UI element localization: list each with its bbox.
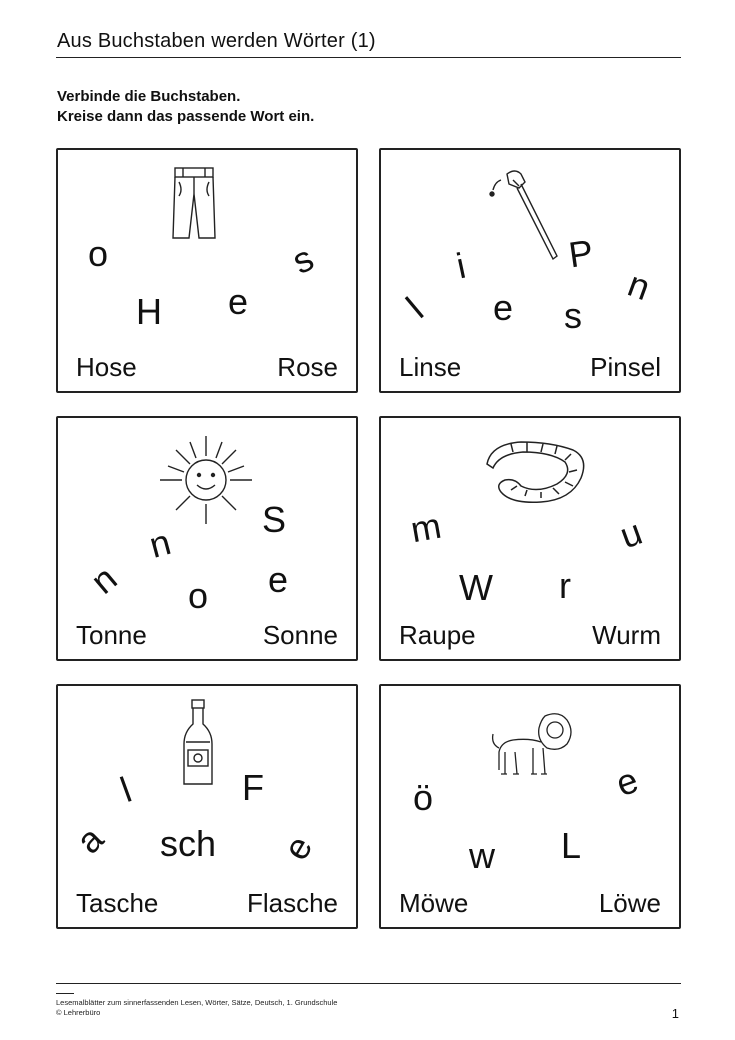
letter-tile: W xyxy=(459,567,493,608)
letter-tile: e xyxy=(228,281,249,322)
word-option[interactable]: Rose xyxy=(277,352,338,382)
instruction-line-1: Verbinde die Buchstaben. xyxy=(57,88,241,105)
title-divider xyxy=(56,57,681,58)
exercise-card-wurm xyxy=(379,416,681,661)
footer-short-rule xyxy=(56,993,74,994)
worm-icon xyxy=(481,434,591,510)
word-option[interactable]: Möwe xyxy=(399,888,469,918)
letter-tile: e xyxy=(493,287,514,328)
letter-tile: e xyxy=(268,559,289,600)
letter-tile: m xyxy=(407,504,445,551)
page-title: Aus Buchstaben werden Wörter (1) xyxy=(57,30,376,52)
letter-tile: s xyxy=(285,237,320,282)
letter-tile: n xyxy=(82,557,125,602)
letter-tile: e xyxy=(610,758,644,805)
word-option[interactable]: Wurm xyxy=(592,620,661,650)
page-number: 1 xyxy=(671,1006,679,1021)
letter-tile: sch xyxy=(160,823,217,864)
footer-divider xyxy=(56,983,681,984)
word-option[interactable]: Linse xyxy=(399,352,462,382)
letter-tile: ö xyxy=(413,777,434,818)
trousers-icon xyxy=(171,166,217,242)
letter-tile: l xyxy=(115,768,137,811)
word-option[interactable]: Pinsel xyxy=(590,352,661,382)
bottle-icon xyxy=(180,698,216,788)
letter-tile: i xyxy=(452,244,470,287)
letter-tile: l xyxy=(398,289,431,326)
word-option[interactable]: Tasche xyxy=(76,888,159,918)
letter-tile: r xyxy=(559,565,571,606)
lion-icon xyxy=(489,708,575,778)
exercise-card-hose xyxy=(56,148,358,393)
letter-tile: n xyxy=(622,262,656,309)
letter-tile: F xyxy=(242,767,264,808)
letter-tile: L xyxy=(561,825,582,866)
word-option[interactable]: Hose xyxy=(76,352,137,382)
paintbrush-icon xyxy=(479,166,563,262)
letter-tile: a xyxy=(68,818,112,862)
letter-tile: o xyxy=(188,575,209,616)
exercise-card-pinsel xyxy=(379,148,681,393)
word-option[interactable]: Raupe xyxy=(399,620,476,650)
word-option[interactable]: Flasche xyxy=(246,888,338,918)
footer-copyright: © Lehrerbüro xyxy=(56,1008,101,1017)
word-option[interactable]: Löwe xyxy=(598,888,661,918)
letter-tile: u xyxy=(614,510,648,557)
exercise-card-sonne xyxy=(56,416,358,661)
instruction-line-2: Kreise dann das passende Wort ein. xyxy=(57,108,315,125)
letter-tile: S xyxy=(262,499,287,540)
letter-tile: o xyxy=(88,233,109,274)
footer-source-text: Lesemalblätter zum sinnerfassenden Lesen, Wörter, Sätze, Deutsch, 1. Grundschule xyxy=(56,998,338,1007)
letter-tile: s xyxy=(564,295,582,336)
letter-tile: e xyxy=(274,828,321,867)
word-option[interactable]: Sonne xyxy=(262,620,338,650)
letter-tile: H xyxy=(136,291,162,332)
exercise-card-flasche xyxy=(56,684,358,929)
letter-tile: n xyxy=(144,521,175,566)
letter-tile: w xyxy=(469,835,495,876)
sun-icon xyxy=(154,432,258,528)
word-option[interactable]: Tonne xyxy=(76,620,147,650)
letter-tile: P xyxy=(566,231,596,276)
exercise-card-loewe xyxy=(379,684,681,929)
